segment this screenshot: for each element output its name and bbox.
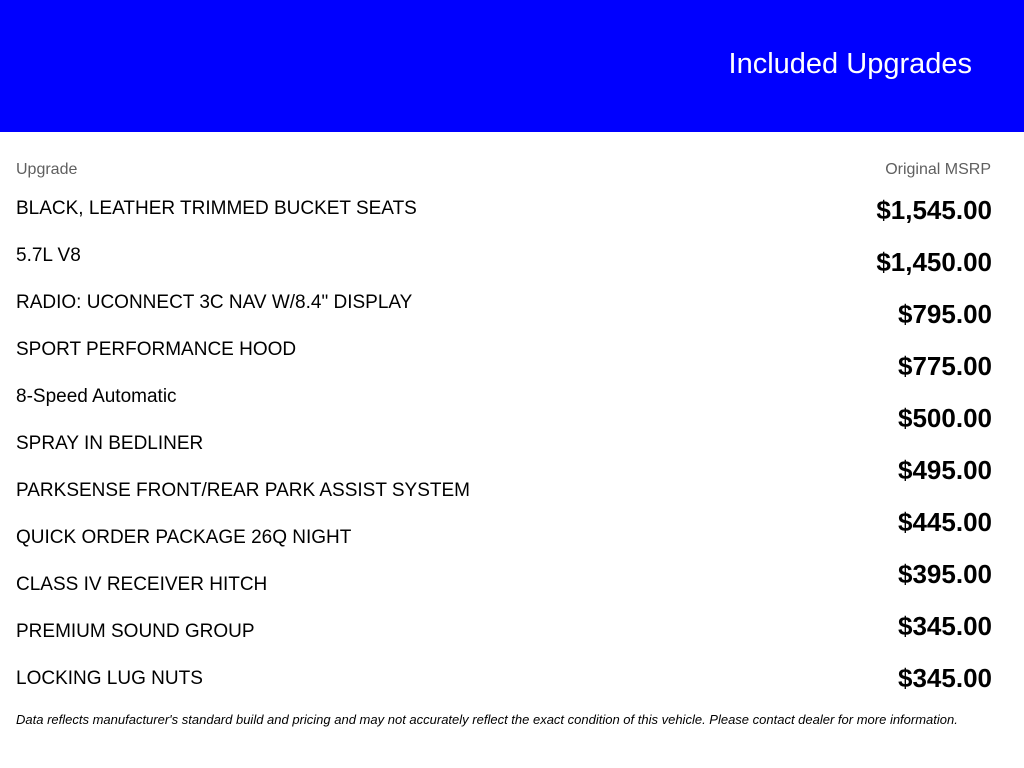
upgrade-name: PREMIUM SOUND GROUP <box>16 621 255 642</box>
page-title: Included Upgrades <box>728 48 972 80</box>
upgrade-price: $500.00 <box>898 403 992 433</box>
upgrade-price: $395.00 <box>898 559 992 589</box>
disclaimer-text: Data reflects manufacturer's standard build and pricing and may not accurately reflect the exact condition of this vehicle. Please contact dealer for more information. <box>16 712 958 727</box>
upgrade-name: QUICK ORDER PACKAGE 26Q NIGHT <box>16 527 352 548</box>
upgrade-list <box>16 197 616 714</box>
upgrade-price: $445.00 <box>898 507 992 537</box>
upgrade-name: SPORT PERFORMANCE HOOD <box>16 339 297 360</box>
upgrade-name: CLASS IV RECEIVER HITCH <box>16 574 268 595</box>
upgrade-name: PARKSENSE FRONT/REAR PARK ASSIST SYSTEM <box>16 480 470 501</box>
header-banner <box>0 0 1024 132</box>
upgrade-column-header: Upgrade <box>16 161 78 178</box>
upgrade-name: RADIO: UCONNECT 3C NAV W/8.4" DISPLAY <box>16 292 413 313</box>
upgrade-name: SPRAY IN BEDLINER <box>16 433 204 454</box>
upgrade-name: 8-Speed Automatic <box>16 386 177 407</box>
price-list <box>692 194 992 714</box>
upgrade-price: $1,545.00 <box>876 195 992 225</box>
upgrade-price: $345.00 <box>898 663 992 693</box>
upgrade-price: $1,450.00 <box>876 247 992 277</box>
upgrade-name: LOCKING LUG NUTS <box>16 668 203 689</box>
upgrade-name: 5.7L V8 <box>16 245 81 266</box>
msrp-column-header: Original MSRP <box>885 161 991 178</box>
upgrade-price: $795.00 <box>898 299 992 329</box>
upgrade-price: $345.00 <box>898 611 992 641</box>
upgrade-price: $495.00 <box>898 455 992 485</box>
upgrade-price: $775.00 <box>898 351 992 381</box>
upgrade-name: BLACK, LEATHER TRIMMED BUCKET SEATS <box>16 198 417 219</box>
